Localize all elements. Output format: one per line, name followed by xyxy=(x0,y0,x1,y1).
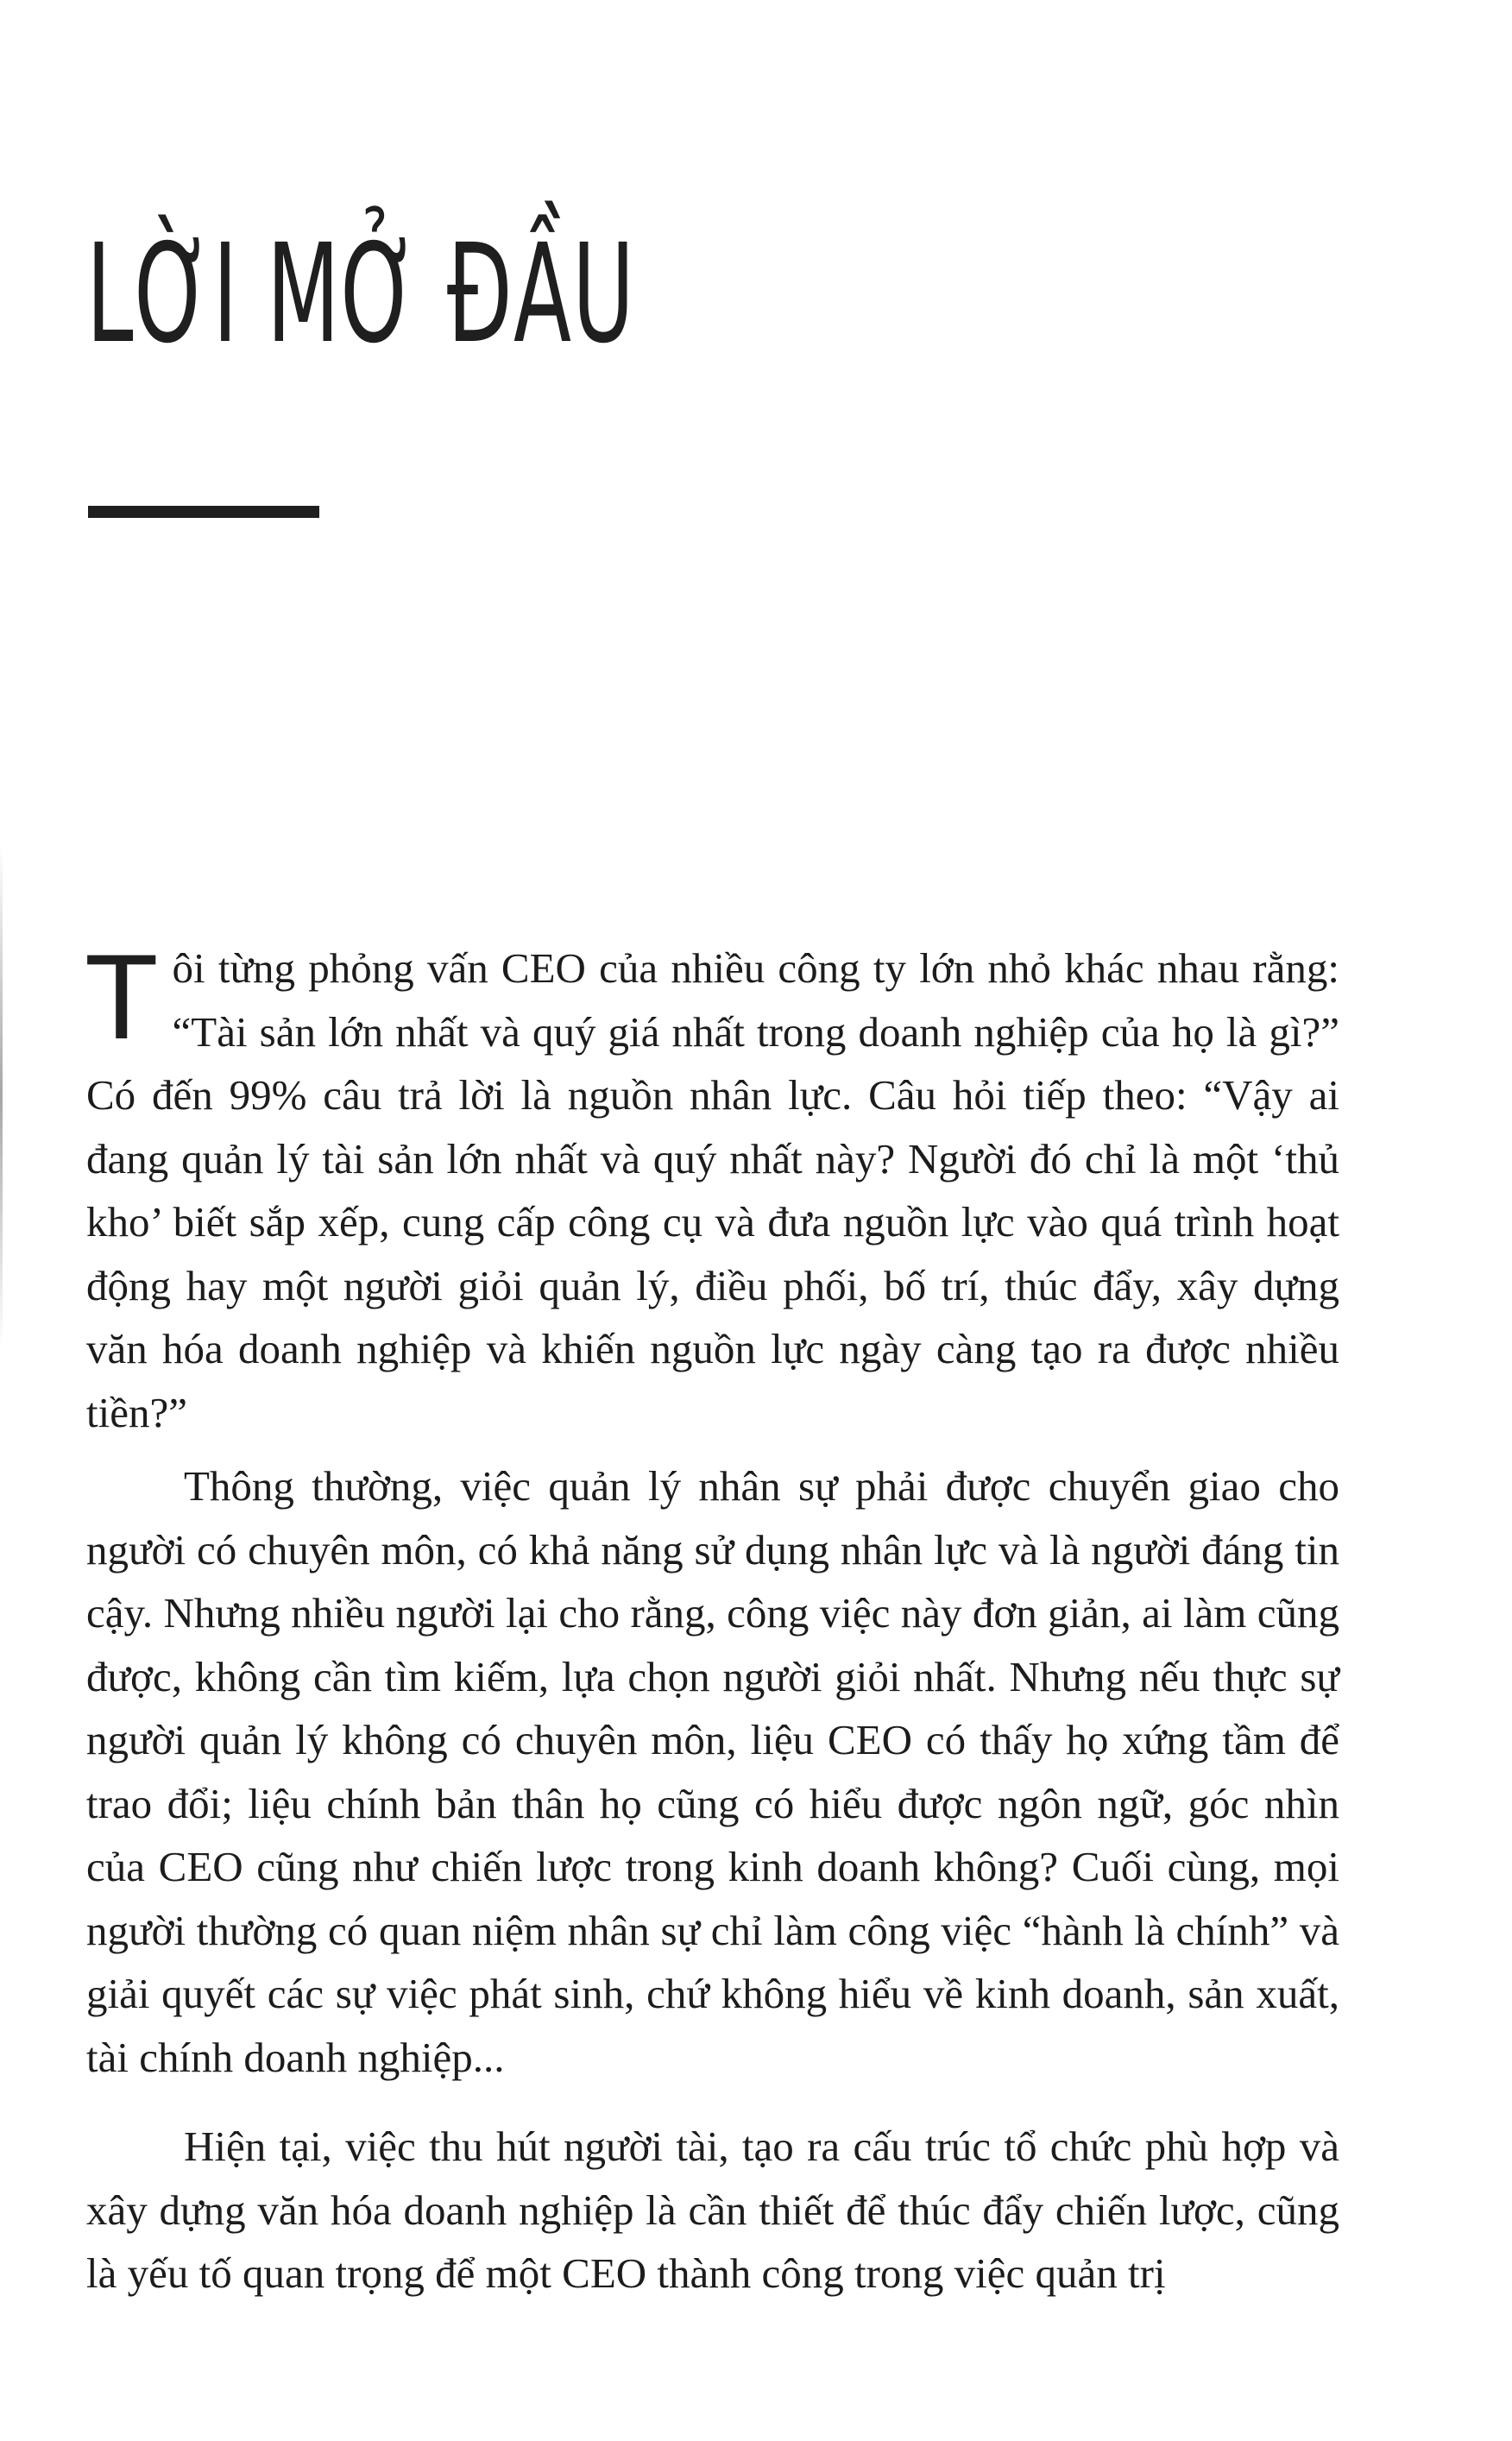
title-underline xyxy=(88,506,319,518)
paragraph-3: Hiện tại, việc thu hút người tài, tạo ra cấu trúc tổ chức phù hợp và xây dựng văn hóa doanh nghiệp là cần thiết để thúc đẩy chiến lược, cũng là yếu tố quan trọng để một CEO thành công trong việc quản trị xyxy=(86,2122,1339,2297)
page-edge-shadow xyxy=(0,846,3,1347)
paragraph-1 xyxy=(85,929,1339,1444)
chapter-title: LỜI MỞ ĐẦU xyxy=(86,215,636,374)
drop-cap: T xyxy=(85,929,159,1064)
paragraph-1-text: ôi từng phỏng vấn CEO của nhiều công ty lớn nhỏ khác nhau rằng: “Tài sản lớn nhất và quý giá nhất trong doanh nghiệp của họ là gì?” Có đến 99% câu trả lời là nguồn nhân lực. Câu hỏi tiếp theo: “Vậy ai đang quản lý tài sản lớn nhất và quý nhất này? Người đó chỉ là một ‘thủ kho’ biết sắp xếp, cung cấp công cụ và đưa nguồn lực vào quá trình hoạt động hay một người giỏi quản lý, điều phối, bố trí, thúc đẩy, xây dựng văn hóa doanh nghiệp và khiến nguồn lực ngày càng tạo ra được nhiều tiền?” xyxy=(86,944,1339,1436)
body-text xyxy=(85,929,1339,2305)
paragraph-2: Thông thường, việc quản lý nhân sự phải được chuyển giao cho người có chuyên môn, có khả năng sử dụng nhân lực và là người đáng tin cậy. Nhưng nhiều người lại cho rằng, công việc này đơn giản, ai làm cũng được, không cần tìm kiếm, lựa chọn người giỏi nhất. Nhưng nếu thực sự người quản lý không có chuyên môn, liệu CEO có thấy họ xứng tầm để trao đổi; liệu chính bản thân họ cũng có hiểu được ngôn ngữ, góc nhìn của CEO cũng như chiến lược trong kinh doanh không? Cuối cùng, mọi người thường có quan niệm nhân sự chỉ làm công việc “hành là chính” và giải quyết các sự việc phát sinh, chứ không hiểu về kinh doanh, sản xuất, tài chính doanh nghiệp... xyxy=(86,1462,1339,2081)
